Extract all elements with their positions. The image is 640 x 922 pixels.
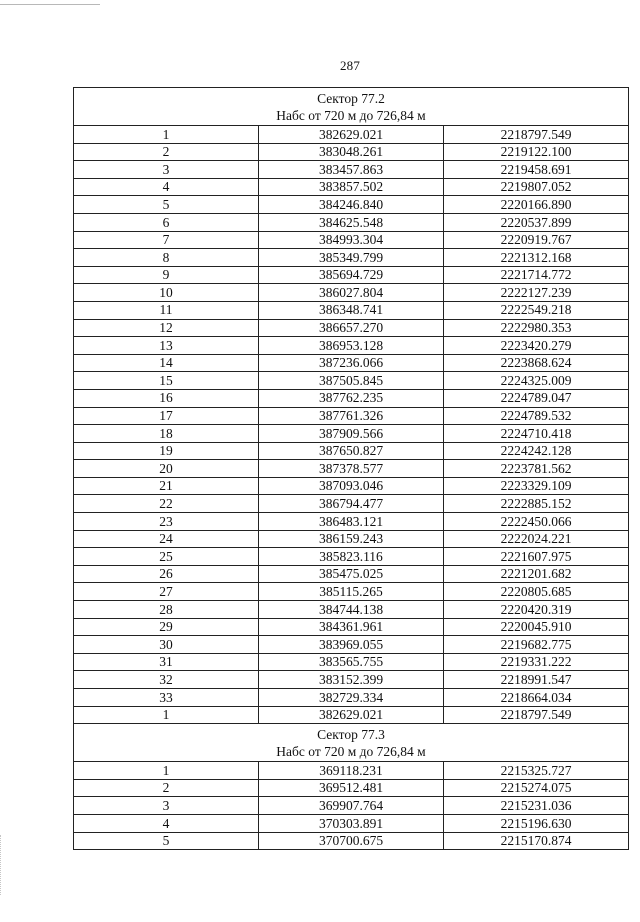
y-coordinate-cell: 2222980.353 bbox=[444, 319, 629, 337]
x-coordinate-cell: 384744.138 bbox=[259, 601, 444, 619]
table-row bbox=[74, 196, 629, 214]
point-number-cell: 16 bbox=[74, 389, 259, 407]
x-coordinate-cell: 383048.261 bbox=[259, 143, 444, 161]
x-coordinate-cell: 384361.961 bbox=[259, 618, 444, 636]
table-row bbox=[74, 814, 629, 832]
point-number-cell: 31 bbox=[74, 653, 259, 671]
table-row bbox=[74, 319, 629, 337]
x-coordinate-cell: 386953.128 bbox=[259, 337, 444, 355]
x-coordinate-cell: 382629.021 bbox=[259, 706, 444, 724]
sector-header-row bbox=[74, 724, 629, 762]
table-row bbox=[74, 337, 629, 355]
point-number-cell: 2 bbox=[74, 779, 259, 797]
table-row bbox=[74, 706, 629, 724]
x-coordinate-cell: 386483.121 bbox=[259, 513, 444, 531]
x-coordinate-cell: 385349.799 bbox=[259, 249, 444, 267]
scan-noise bbox=[0, 835, 3, 895]
y-coordinate-cell: 2224242.128 bbox=[444, 442, 629, 460]
scan-edge-mark bbox=[0, 4, 100, 5]
x-coordinate-cell: 370303.891 bbox=[259, 814, 444, 832]
y-coordinate-cell: 2220805.685 bbox=[444, 583, 629, 601]
point-number-cell: 26 bbox=[74, 565, 259, 583]
table-row bbox=[74, 126, 629, 144]
point-number-cell: 9 bbox=[74, 266, 259, 284]
y-coordinate-cell: 2218797.549 bbox=[444, 706, 629, 724]
point-number-cell: 6 bbox=[74, 213, 259, 231]
x-coordinate-cell: 385475.025 bbox=[259, 565, 444, 583]
x-coordinate-cell: 386159.243 bbox=[259, 530, 444, 548]
point-number-cell: 2 bbox=[74, 143, 259, 161]
x-coordinate-cell: 387505.845 bbox=[259, 372, 444, 390]
point-number-cell: 21 bbox=[74, 477, 259, 495]
x-coordinate-cell: 387761.326 bbox=[259, 407, 444, 425]
table-row bbox=[74, 618, 629, 636]
x-coordinate-cell: 382629.021 bbox=[259, 126, 444, 144]
point-number-cell: 3 bbox=[74, 161, 259, 179]
sector-title: Сектор 77.3 bbox=[317, 727, 385, 743]
x-coordinate-cell: 383857.502 bbox=[259, 178, 444, 196]
y-coordinate-cell: 2220045.910 bbox=[444, 618, 629, 636]
x-coordinate-cell: 382729.334 bbox=[259, 689, 444, 707]
x-coordinate-cell: 387909.566 bbox=[259, 425, 444, 443]
y-coordinate-cell: 2222450.066 bbox=[444, 513, 629, 531]
point-number-cell: 25 bbox=[74, 548, 259, 566]
y-coordinate-cell: 2218664.034 bbox=[444, 689, 629, 707]
table-row bbox=[74, 779, 629, 797]
point-number-cell: 18 bbox=[74, 425, 259, 443]
x-coordinate-cell: 383457.863 bbox=[259, 161, 444, 179]
point-number-cell: 17 bbox=[74, 407, 259, 425]
table-row bbox=[74, 389, 629, 407]
x-coordinate-cell: 384625.548 bbox=[259, 213, 444, 231]
table-row bbox=[74, 548, 629, 566]
table-row bbox=[74, 460, 629, 478]
table-row bbox=[74, 653, 629, 671]
table-row bbox=[74, 495, 629, 513]
point-number-cell: 1 bbox=[74, 126, 259, 144]
table-row bbox=[74, 477, 629, 495]
table-row bbox=[74, 284, 629, 302]
point-number-cell: 4 bbox=[74, 814, 259, 832]
y-coordinate-cell: 2222549.218 bbox=[444, 301, 629, 319]
x-coordinate-cell: 385823.116 bbox=[259, 548, 444, 566]
point-number-cell: 8 bbox=[74, 249, 259, 267]
point-number-cell: 28 bbox=[74, 601, 259, 619]
point-number-cell: 5 bbox=[74, 832, 259, 850]
x-coordinate-cell: 383565.755 bbox=[259, 653, 444, 671]
point-number-cell: 23 bbox=[74, 513, 259, 531]
y-coordinate-cell: 2220166.890 bbox=[444, 196, 629, 214]
table-row bbox=[74, 372, 629, 390]
y-coordinate-cell: 2221201.682 bbox=[444, 565, 629, 583]
point-number-cell: 30 bbox=[74, 636, 259, 654]
point-number-cell: 15 bbox=[74, 372, 259, 390]
sector-header bbox=[74, 88, 629, 126]
y-coordinate-cell: 2221607.975 bbox=[444, 548, 629, 566]
point-number-cell: 13 bbox=[74, 337, 259, 355]
y-coordinate-cell: 2222127.239 bbox=[444, 284, 629, 302]
point-number-cell: 10 bbox=[74, 284, 259, 302]
point-number-cell: 29 bbox=[74, 618, 259, 636]
table-row bbox=[74, 565, 629, 583]
table-row bbox=[74, 636, 629, 654]
y-coordinate-cell: 2219458.691 bbox=[444, 161, 629, 179]
table-row bbox=[74, 301, 629, 319]
x-coordinate-cell: 369512.481 bbox=[259, 779, 444, 797]
y-coordinate-cell: 2222024.221 bbox=[444, 530, 629, 548]
y-coordinate-cell: 2219682.775 bbox=[444, 636, 629, 654]
table-row bbox=[74, 832, 629, 850]
y-coordinate-cell: 2220919.767 bbox=[444, 231, 629, 249]
table-row bbox=[74, 161, 629, 179]
y-coordinate-cell: 2215274.075 bbox=[444, 779, 629, 797]
point-number-cell: 33 bbox=[74, 689, 259, 707]
table-row bbox=[74, 354, 629, 372]
y-coordinate-cell: 2220420.319 bbox=[444, 601, 629, 619]
y-coordinate-cell: 2223420.279 bbox=[444, 337, 629, 355]
point-number-cell: 3 bbox=[74, 797, 259, 815]
y-coordinate-cell: 2218991.547 bbox=[444, 671, 629, 689]
point-number-cell: 27 bbox=[74, 583, 259, 601]
sector-subtitle: Набс от 720 м до 726,84 м bbox=[276, 108, 426, 123]
table-row bbox=[74, 671, 629, 689]
point-number-cell: 14 bbox=[74, 354, 259, 372]
x-coordinate-cell: 383969.055 bbox=[259, 636, 444, 654]
sector-header bbox=[74, 724, 629, 762]
y-coordinate-cell: 2223781.562 bbox=[444, 460, 629, 478]
y-coordinate-cell: 2224325.009 bbox=[444, 372, 629, 390]
y-coordinate-cell: 2215231.036 bbox=[444, 797, 629, 815]
point-number-cell: 7 bbox=[74, 231, 259, 249]
table-row bbox=[74, 231, 629, 249]
y-coordinate-cell: 2224710.418 bbox=[444, 425, 629, 443]
point-number-cell: 20 bbox=[74, 460, 259, 478]
point-number-cell: 1 bbox=[74, 706, 259, 724]
y-coordinate-cell: 2223868.624 bbox=[444, 354, 629, 372]
x-coordinate-cell: 384246.840 bbox=[259, 196, 444, 214]
table-row bbox=[74, 797, 629, 815]
coordinates-sheet bbox=[73, 87, 629, 850]
y-coordinate-cell: 2215196.630 bbox=[444, 814, 629, 832]
x-coordinate-cell: 387762.235 bbox=[259, 389, 444, 407]
table-row bbox=[74, 213, 629, 231]
x-coordinate-cell: 369118.231 bbox=[259, 762, 444, 780]
y-coordinate-cell: 2221312.168 bbox=[444, 249, 629, 267]
table-row bbox=[74, 583, 629, 601]
point-number-cell: 4 bbox=[74, 178, 259, 196]
y-coordinate-cell: 2224789.532 bbox=[444, 407, 629, 425]
point-number-cell: 19 bbox=[74, 442, 259, 460]
x-coordinate-cell: 384993.304 bbox=[259, 231, 444, 249]
x-coordinate-cell: 387650.827 bbox=[259, 442, 444, 460]
x-coordinate-cell: 386027.804 bbox=[259, 284, 444, 302]
y-coordinate-cell: 2215325.727 bbox=[444, 762, 629, 780]
point-number-cell: 32 bbox=[74, 671, 259, 689]
table-row bbox=[74, 249, 629, 267]
x-coordinate-cell: 386348.741 bbox=[259, 301, 444, 319]
sector-title: Сектор 77.2 bbox=[317, 91, 385, 106]
table-row bbox=[74, 762, 629, 780]
y-coordinate-cell: 2222885.152 bbox=[444, 495, 629, 513]
x-coordinate-cell: 386794.477 bbox=[259, 495, 444, 513]
coordinates-table bbox=[73, 87, 629, 850]
table-row bbox=[74, 425, 629, 443]
table-row bbox=[74, 513, 629, 531]
table-row bbox=[74, 442, 629, 460]
x-coordinate-cell: 386657.270 bbox=[259, 319, 444, 337]
coordinates-table-body bbox=[74, 88, 629, 850]
point-number-cell: 5 bbox=[74, 196, 259, 214]
y-coordinate-cell: 2215170.874 bbox=[444, 832, 629, 850]
y-coordinate-cell: 2219331.222 bbox=[444, 653, 629, 671]
table-row bbox=[74, 601, 629, 619]
x-coordinate-cell: 387236.066 bbox=[259, 354, 444, 372]
point-number-cell: 12 bbox=[74, 319, 259, 337]
point-number-cell: 22 bbox=[74, 495, 259, 513]
sector-subtitle: Набс от 720 м до 726,84 м bbox=[276, 744, 426, 760]
y-coordinate-cell: 2219122.100 bbox=[444, 143, 629, 161]
y-coordinate-cell: 2218797.549 bbox=[444, 126, 629, 144]
page-number: 287 bbox=[339, 58, 361, 73]
table-row bbox=[74, 178, 629, 196]
point-number-cell: 24 bbox=[74, 530, 259, 548]
table-row bbox=[74, 266, 629, 284]
y-coordinate-cell: 2219807.052 bbox=[444, 178, 629, 196]
y-coordinate-cell: 2220537.899 bbox=[444, 213, 629, 231]
point-number-cell: 1 bbox=[74, 762, 259, 780]
x-coordinate-cell: 385115.265 bbox=[259, 583, 444, 601]
x-coordinate-cell: 383152.399 bbox=[259, 671, 444, 689]
y-coordinate-cell: 2223329.109 bbox=[444, 477, 629, 495]
y-coordinate-cell: 2221714.772 bbox=[444, 266, 629, 284]
y-coordinate-cell: 2224789.047 bbox=[444, 389, 629, 407]
x-coordinate-cell: 385694.729 bbox=[259, 266, 444, 284]
point-number-cell: 11 bbox=[74, 301, 259, 319]
table-row bbox=[74, 143, 629, 161]
sector-header-row bbox=[74, 88, 629, 126]
table-row bbox=[74, 407, 629, 425]
table-row bbox=[74, 689, 629, 707]
x-coordinate-cell: 369907.764 bbox=[259, 797, 444, 815]
x-coordinate-cell: 387378.577 bbox=[259, 460, 444, 478]
x-coordinate-cell: 387093.046 bbox=[259, 477, 444, 495]
x-coordinate-cell: 370700.675 bbox=[259, 832, 444, 850]
table-row bbox=[74, 530, 629, 548]
